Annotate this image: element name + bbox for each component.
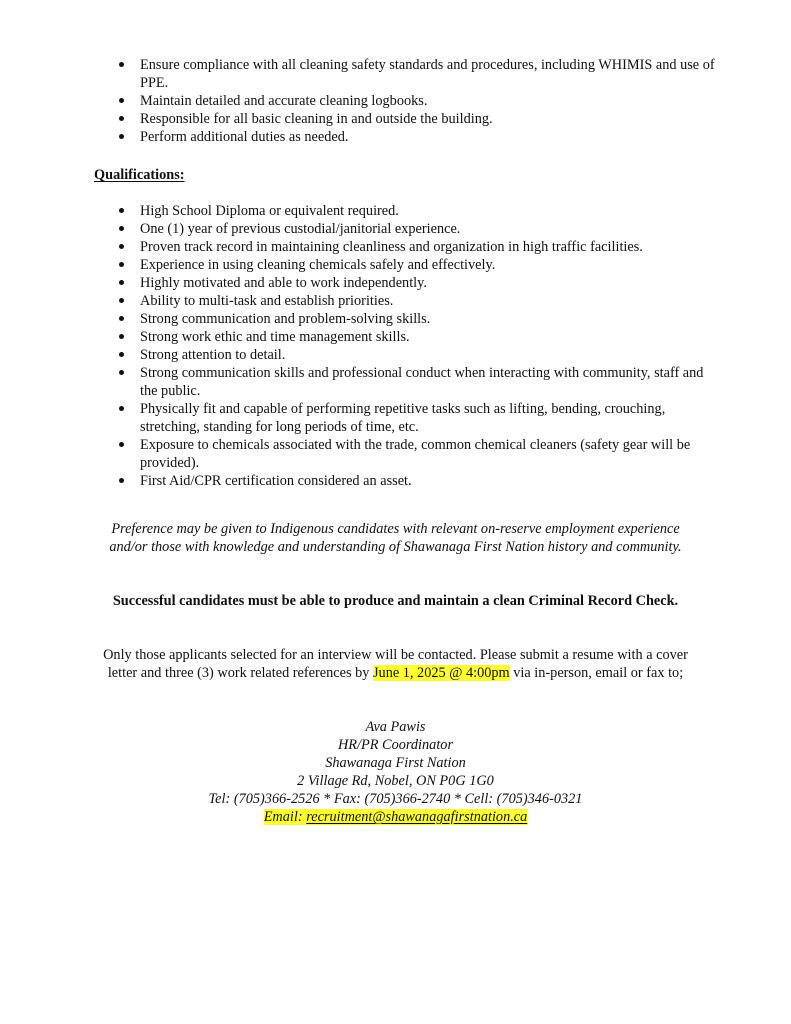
list-item: Exposure to chemicals associated with the trade, common chemical cleaners (safety gear will be provided). <box>117 436 717 472</box>
duties-list <box>117 56 717 146</box>
list-item: Perform additional duties as needed. <box>117 128 717 146</box>
list-item: Highly motivated and able to work independently. <box>117 274 717 292</box>
list-item: Physically fit and capable of performing repetitive tasks such as lifting, bending, crouching, stretching, standing for long periods of time, etc. <box>117 400 717 436</box>
contact-organization: Shawanaga First Nation <box>325 755 466 771</box>
contact-title: HR/PR Coordinator <box>337 737 454 753</box>
list-item: First Aid/CPR certification considered an asset. <box>117 472 717 490</box>
qualifications-list <box>117 202 717 490</box>
contact-block <box>94 718 697 826</box>
contact-name: Ava Pawis <box>365 719 426 735</box>
preference-note: Preference may be given to Indigenous candidates with relevant on-reserve employment experience and/or those with knowledge and understanding of Shawanaga First Nation history and community. <box>109 521 682 555</box>
deadline-highlight: June 1, 2025 @ 4:00pm <box>372 665 510 681</box>
qualifications-heading: Qualifications: <box>94 167 185 183</box>
list-item: Strong communication and problem-solving skills. <box>117 310 717 328</box>
list-item: Proven track record in maintaining cleanliness and organization in high traffic facilities. <box>117 238 717 256</box>
list-item: Strong communication skills and professional conduct when interacting with community, staff and the public. <box>117 364 717 400</box>
instructions-text: Only those applicants selected for an interview will be contacted. Please submit a resume with a cover letter and three (3) work related references by <box>103 647 688 681</box>
criminal-record-note: Successful candidates must be able to produce and maintain a clean Criminal Record Check. <box>112 593 679 609</box>
list-item: High School Diploma or equivalent required. <box>117 202 717 220</box>
instructions-text-end: via in-person, email or fax to; <box>509 665 684 681</box>
list-item: Experience in using cleaning chemicals safely and effectively. <box>117 256 717 274</box>
email-label: Email: <box>263 809 307 825</box>
contact-email-line <box>94 808 697 826</box>
list-item: Strong attention to detail. <box>117 346 717 364</box>
list-item: Ensure compliance with all cleaning safety standards and procedures, including WHIMIS and use of PPE. <box>117 56 717 92</box>
list-item: Maintain detailed and accurate cleaning logbooks. <box>117 92 717 110</box>
application-instructions <box>94 646 697 682</box>
email-link[interactable]: recruitment@shawanagafirstnation.ca <box>306 809 528 825</box>
list-item: Responsible for all basic cleaning in and outside the building. <box>117 110 717 128</box>
email-highlight <box>264 809 528 825</box>
contact-phones: Tel: (705)366-2526 * Fax: (705)366-2740 * Cell: (705)346-0321 <box>208 791 583 807</box>
list-item: Ability to multi-task and establish priorities. <box>117 292 717 310</box>
list-item: Strong work ethic and time management skills. <box>117 328 717 346</box>
list-item: One (1) year of previous custodial/janitorial experience. <box>117 220 717 238</box>
contact-address: 2 Village Rd, Nobel, ON P0G 1G0 <box>297 773 494 789</box>
